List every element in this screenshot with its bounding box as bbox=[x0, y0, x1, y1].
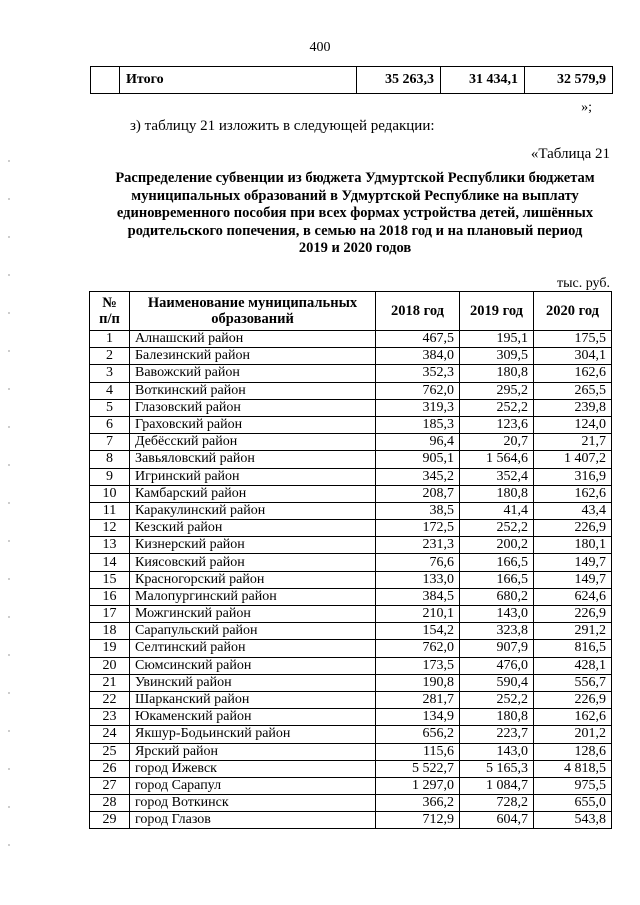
total-2020: 32 579,9 bbox=[525, 67, 613, 94]
municipality-name: город Воткинск bbox=[130, 795, 376, 812]
value-2018: 384,5 bbox=[376, 588, 460, 605]
value-2019: 143,0 bbox=[460, 606, 534, 623]
value-2019: 180,8 bbox=[460, 709, 534, 726]
row-number: 14 bbox=[90, 554, 130, 571]
value-2019: 295,2 bbox=[460, 382, 534, 399]
table-row bbox=[90, 365, 612, 382]
value-2018: 762,0 bbox=[376, 640, 460, 657]
table-row bbox=[90, 451, 612, 468]
value-2018: 185,3 bbox=[376, 416, 460, 433]
value-2020: 316,9 bbox=[534, 468, 612, 485]
row-number: 2 bbox=[90, 348, 130, 365]
value-2020: 43,4 bbox=[534, 502, 612, 519]
value-2020: 226,9 bbox=[534, 606, 612, 623]
row-number: 18 bbox=[90, 623, 130, 640]
table-row bbox=[90, 382, 612, 399]
table-body bbox=[90, 331, 612, 829]
table-row bbox=[90, 468, 612, 485]
value-2019: 143,0 bbox=[460, 743, 534, 760]
value-2020: 201,2 bbox=[534, 726, 612, 743]
value-2019: 41,4 bbox=[460, 502, 534, 519]
value-2020: 162,6 bbox=[534, 709, 612, 726]
value-2020: 162,6 bbox=[534, 365, 612, 382]
row-number: 10 bbox=[90, 485, 130, 502]
value-2019: 180,8 bbox=[460, 365, 534, 382]
intro-text: з) таблицу 21 изложить в следующей редакции: bbox=[130, 118, 435, 134]
row-number: 5 bbox=[90, 399, 130, 416]
value-2019: 166,5 bbox=[460, 554, 534, 571]
value-2018: 96,4 bbox=[376, 434, 460, 451]
municipality-name: Вавожский район bbox=[130, 365, 376, 382]
municipality-name: Камбарский район bbox=[130, 485, 376, 502]
value-2020: 265,5 bbox=[534, 382, 612, 399]
value-2019: 195,1 bbox=[460, 331, 534, 348]
value-2020: 226,9 bbox=[534, 520, 612, 537]
header-num: № п/п bbox=[90, 292, 130, 331]
table-caption: «Таблица 21 bbox=[530, 146, 610, 162]
value-2019: 252,2 bbox=[460, 399, 534, 416]
table-row bbox=[90, 760, 612, 777]
table-row bbox=[90, 434, 612, 451]
value-2020: 226,9 bbox=[534, 691, 612, 708]
municipality-name: Глазовский район bbox=[130, 399, 376, 416]
municipality-name: Дебёсский район bbox=[130, 434, 376, 451]
value-2018: 762,0 bbox=[376, 382, 460, 399]
table-row bbox=[90, 554, 612, 571]
value-2020: 162,6 bbox=[534, 485, 612, 502]
document-title bbox=[95, 170, 615, 258]
row-number: 22 bbox=[90, 691, 130, 708]
value-2018: 656,2 bbox=[376, 726, 460, 743]
municipality-name: Киясовский район bbox=[130, 554, 376, 571]
municipality-name: Игринский район bbox=[130, 468, 376, 485]
table-row bbox=[90, 502, 612, 519]
value-2020: 291,2 bbox=[534, 623, 612, 640]
value-2020: 543,8 bbox=[534, 812, 612, 829]
value-2018: 115,6 bbox=[376, 743, 460, 760]
title-line: единовременного пособия при всех формах устройства детей, лишённых bbox=[116, 205, 594, 221]
municipality-name: Шарканский район bbox=[130, 691, 376, 708]
value-2018: 905,1 bbox=[376, 451, 460, 468]
municipality-name: Балезинский район bbox=[130, 348, 376, 365]
value-2018: 76,6 bbox=[376, 554, 460, 571]
page-number: 400 bbox=[309, 40, 331, 55]
table-row bbox=[90, 588, 612, 605]
value-2018: 154,2 bbox=[376, 623, 460, 640]
value-2020: 428,1 bbox=[534, 657, 612, 674]
header-2019: 2019 год bbox=[460, 292, 534, 331]
row-number: 6 bbox=[90, 416, 130, 433]
value-2018: 173,5 bbox=[376, 657, 460, 674]
municipality-name: город Сарапул bbox=[130, 777, 376, 794]
value-2019: 20,7 bbox=[460, 434, 534, 451]
title-line: муниципальных образований в Удмуртской Республике на выплату bbox=[131, 187, 579, 204]
row-number: 20 bbox=[90, 657, 130, 674]
header-2020: 2020 год bbox=[534, 292, 612, 331]
value-2020: 816,5 bbox=[534, 640, 612, 657]
table-header-row bbox=[90, 292, 612, 331]
value-2020: 4 818,5 bbox=[534, 760, 612, 777]
municipality-name: Сарапульский район bbox=[130, 623, 376, 640]
municipality-name: Кезский район bbox=[130, 520, 376, 537]
row-number: 1 bbox=[90, 331, 130, 348]
value-2019: 728,2 bbox=[460, 795, 534, 812]
value-2018: 5 522,7 bbox=[376, 760, 460, 777]
row-number: 15 bbox=[90, 571, 130, 588]
row-number: 3 bbox=[90, 365, 130, 382]
value-2019: 200,2 bbox=[460, 537, 534, 554]
value-2020: 655,0 bbox=[534, 795, 612, 812]
table-row bbox=[90, 674, 612, 691]
table-row bbox=[90, 331, 612, 348]
value-2018: 38,5 bbox=[376, 502, 460, 519]
value-2020: 124,0 bbox=[534, 416, 612, 433]
value-2019: 252,2 bbox=[460, 691, 534, 708]
row-number: 12 bbox=[90, 520, 130, 537]
municipality-name: город Ижевск bbox=[130, 760, 376, 777]
value-2019: 252,2 bbox=[460, 520, 534, 537]
row-number: 27 bbox=[90, 777, 130, 794]
value-2020: 975,5 bbox=[534, 777, 612, 794]
total-2018: 35 263,3 bbox=[357, 67, 441, 94]
row-number: 9 bbox=[90, 468, 130, 485]
table-row bbox=[90, 520, 612, 537]
table-row bbox=[90, 743, 612, 760]
value-2020: 1 407,2 bbox=[534, 451, 612, 468]
municipality-name: город Глазов bbox=[130, 812, 376, 829]
value-2020: 149,7 bbox=[534, 554, 612, 571]
value-2018: 319,3 bbox=[376, 399, 460, 416]
value-2018: 172,5 bbox=[376, 520, 460, 537]
table-row bbox=[90, 623, 612, 640]
value-2019: 309,5 bbox=[460, 348, 534, 365]
municipality-name: Можгинский район bbox=[130, 606, 376, 623]
row-number: 16 bbox=[90, 588, 130, 605]
value-2019: 907,9 bbox=[460, 640, 534, 657]
table-row bbox=[90, 726, 612, 743]
table-row bbox=[90, 657, 612, 674]
row-number: 26 bbox=[90, 760, 130, 777]
municipality-name: Завьяловский район bbox=[130, 451, 376, 468]
value-2019: 5 165,3 bbox=[460, 760, 534, 777]
table-row bbox=[90, 640, 612, 657]
title-line: родительского попечения, в семью на 2018 год и на плановый период bbox=[127, 222, 583, 239]
value-2018: 133,0 bbox=[376, 571, 460, 588]
header-2018: 2018 год bbox=[376, 292, 460, 331]
value-2018: 352,3 bbox=[376, 365, 460, 382]
value-2020: 175,5 bbox=[534, 331, 612, 348]
value-2020: 304,1 bbox=[534, 348, 612, 365]
table-row bbox=[90, 416, 612, 433]
municipality-name: Кизнерский район bbox=[130, 537, 376, 554]
total-2019: 31 434,1 bbox=[441, 67, 525, 94]
value-2018: 190,8 bbox=[376, 674, 460, 691]
value-2018: 345,2 bbox=[376, 468, 460, 485]
row-number: 11 bbox=[90, 502, 130, 519]
municipality-name: Граховский район bbox=[130, 416, 376, 433]
row-number: 13 bbox=[90, 537, 130, 554]
table-row bbox=[90, 691, 612, 708]
value-2018: 281,7 bbox=[376, 691, 460, 708]
municipality-name: Ярский район bbox=[130, 743, 376, 760]
header-name: Наименование муниципальных образований bbox=[130, 292, 376, 331]
row-number: 28 bbox=[90, 795, 130, 812]
row-number: 29 bbox=[90, 812, 130, 829]
scan-margin-marks bbox=[8, 160, 10, 860]
distribution-table bbox=[89, 291, 612, 829]
value-2018: 366,2 bbox=[376, 795, 460, 812]
quote-close: »; bbox=[581, 100, 592, 115]
table-row bbox=[90, 606, 612, 623]
table-row bbox=[90, 795, 612, 812]
municipality-name: Юкаменский район bbox=[130, 709, 376, 726]
value-2019: 680,2 bbox=[460, 588, 534, 605]
municipality-name: Якшур-Бодьинский район bbox=[130, 726, 376, 743]
table-row bbox=[90, 709, 612, 726]
row-number: 23 bbox=[90, 709, 130, 726]
value-2019: 590,4 bbox=[460, 674, 534, 691]
value-2018: 712,9 bbox=[376, 812, 460, 829]
table-row bbox=[90, 777, 612, 794]
value-2019: 123,6 bbox=[460, 416, 534, 433]
row-number: 17 bbox=[90, 606, 130, 623]
municipality-name: Увинский район bbox=[130, 674, 376, 691]
total-row-label: Итого bbox=[120, 67, 357, 94]
value-2018: 1 297,0 bbox=[376, 777, 460, 794]
value-2018: 467,5 bbox=[376, 331, 460, 348]
value-2019: 476,0 bbox=[460, 657, 534, 674]
total-row-num bbox=[91, 67, 120, 94]
value-2020: 128,6 bbox=[534, 743, 612, 760]
value-2020: 556,7 bbox=[534, 674, 612, 691]
municipality-name: Малопургинский район bbox=[130, 588, 376, 605]
row-number: 7 bbox=[90, 434, 130, 451]
municipality-name: Красногорский район bbox=[130, 571, 376, 588]
municipality-name: Алнашский район bbox=[130, 331, 376, 348]
municipality-name: Сюмсинский район bbox=[130, 657, 376, 674]
value-2018: 208,7 bbox=[376, 485, 460, 502]
value-2020: 149,7 bbox=[534, 571, 612, 588]
table-row bbox=[90, 485, 612, 502]
value-2020: 21,7 bbox=[534, 434, 612, 451]
row-number: 25 bbox=[90, 743, 130, 760]
row-number: 24 bbox=[90, 726, 130, 743]
municipality-name: Селтинский район bbox=[130, 640, 376, 657]
row-number: 21 bbox=[90, 674, 130, 691]
value-2019: 166,5 bbox=[460, 571, 534, 588]
table-row bbox=[90, 812, 612, 829]
value-2018: 210,1 bbox=[376, 606, 460, 623]
municipality-name: Каракулинский район bbox=[130, 502, 376, 519]
value-2019: 223,7 bbox=[460, 726, 534, 743]
value-2019: 604,7 bbox=[460, 812, 534, 829]
value-2018: 231,3 bbox=[376, 537, 460, 554]
value-2018: 134,9 bbox=[376, 709, 460, 726]
title-line: 2019 и 2020 годов bbox=[298, 240, 412, 256]
value-2019: 323,8 bbox=[460, 623, 534, 640]
row-number: 19 bbox=[90, 640, 130, 657]
table-row bbox=[90, 571, 612, 588]
value-2019: 1 084,7 bbox=[460, 777, 534, 794]
value-2020: 180,1 bbox=[534, 537, 612, 554]
unit-label: тыс. руб. bbox=[557, 276, 610, 291]
value-2019: 180,8 bbox=[460, 485, 534, 502]
total-row bbox=[91, 67, 613, 94]
municipality-name: Воткинский район bbox=[130, 382, 376, 399]
table-row bbox=[90, 348, 612, 365]
row-number: 4 bbox=[90, 382, 130, 399]
value-2020: 239,8 bbox=[534, 399, 612, 416]
total-row-table bbox=[90, 66, 613, 94]
value-2018: 384,0 bbox=[376, 348, 460, 365]
table-row bbox=[90, 537, 612, 554]
value-2020: 624,6 bbox=[534, 588, 612, 605]
table-row bbox=[90, 399, 612, 416]
value-2019: 1 564,6 bbox=[460, 451, 534, 468]
value-2019: 352,4 bbox=[460, 468, 534, 485]
title-line: Распределение субвенции из бюджета Удмуртской Республики бюджетам bbox=[115, 170, 595, 186]
row-number: 8 bbox=[90, 451, 130, 468]
